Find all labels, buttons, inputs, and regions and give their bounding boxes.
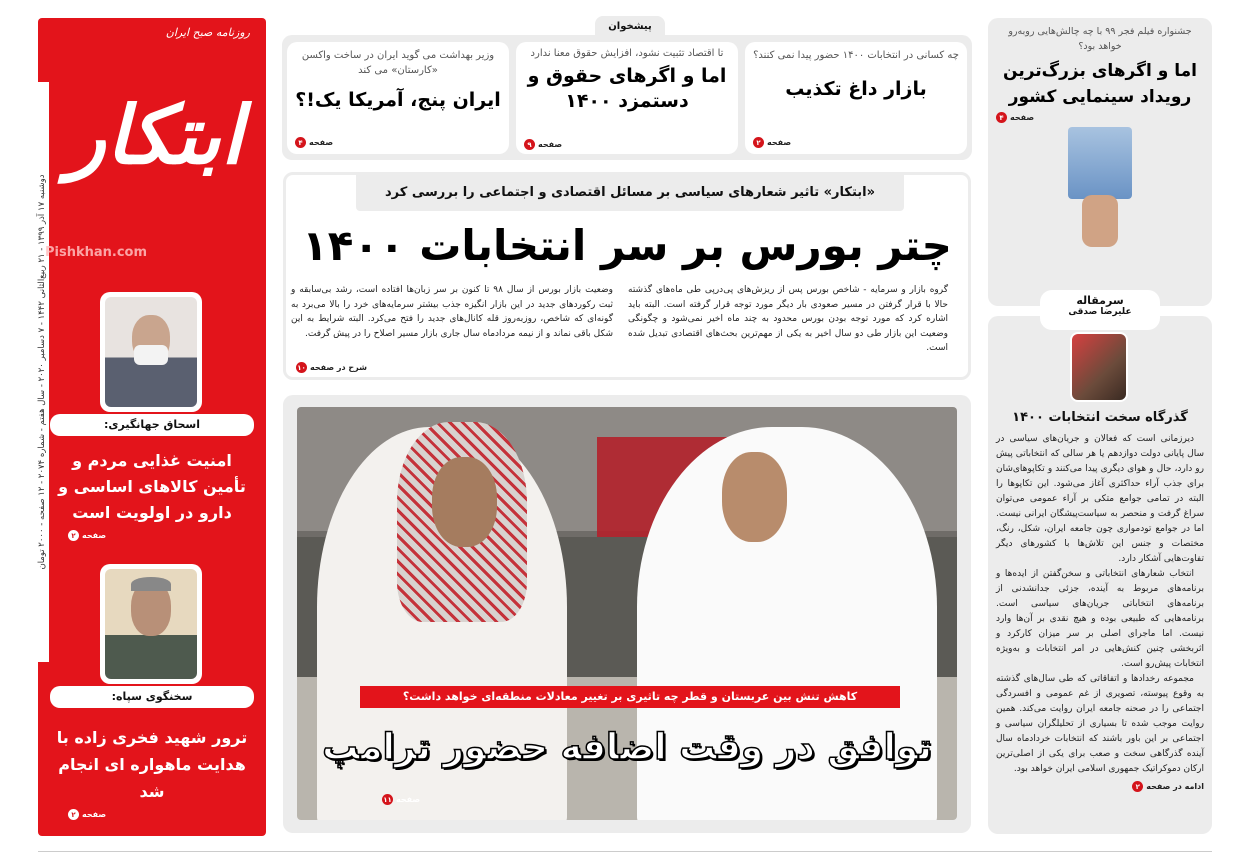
continued-ref[interactable]: ادامه در صفحه ۲ — [1132, 781, 1204, 792]
right-panel-top[interactable]: جشنواره فیلم فجر ۹۹ با چه چالش‌هایی روبه‌رو خواهد بود؟ اما و اگرهای بزرگ‌ترین رویداد سینمایی کشور صفحه ۴ — [988, 18, 1212, 306]
photo-kicker: کاهش تنش بین عربستان و قطر چه تاثیری بر تغییر معادلات منطقه‌ای خواهد داشت؟ — [360, 686, 900, 708]
teaser-3[interactable]: وزیر بهداشت می گوید ایران در ساخت واکسن «کارستان» می کند ایران پنج، آمریکا یک!؟ صفحه ۴ — [287, 42, 509, 154]
page-ref[interactable]: صفحه ۴ — [996, 112, 1034, 123]
lead-kicker: «ابتکار» تاثیر شعارهای سیاسی بر مسائل اقتصادی و اجتماعی را بررسی کرد — [356, 175, 904, 211]
speaker-label: اسحاق جهانگیری: — [50, 414, 254, 436]
editorial-body: دیرزمانی است که فعالان و جریان‌های سیاسی در سال پایانی دولت دوازدهم یا هر سالی که انتخاباتی پیش رو دارد، حال و هوای دیگری پیدا می‌کنند و تکاپوهای‌شان برای جذب آراء حداکثری آغاز می‌شود. این تکاپوها را البته در تمامی جوامع متکی بر آراء عمومی می‌توان سراغ گرفت و منحصر به سیاست‌پیشگان ایرانی نیست. اما در جوامع تودمواری چون جامعه ایران، شکل، رنگ، مختصات و جنس این تلاش‌ها با کشورهای دیگر تفاوت‌هایی آشکار دارد. انتخاب شعارهای انتخاباتی و سخن‌گفتن از ایده‌ها و برنامه‌های مربوط به آینده، جزئی جدانشدنی از برنامه‌های انتخاباتی جریان‌های سیاسی است. برنامه‌هایی که طبیعی بوده و هیچ نقدی بر آن‌ها وارد نیست. اما ماجرای اصلی بر سر میزان کارکرد و اثربخشی چنین کنش‌هایی در امر انتخابات و به‌ویژه انتخابات پیش‌رو است. مجموعه رخدادها و اتفاقاتی که طی سال‌های گذشته به وقوع پیوسته، تصویری از غم عمومی و افسردگی اجتماعی را در صحنه جامعه ایران روایت می‌کند. همین روایت موجب شده تا بسیاری از تحلیلگران سیاسی و اجتماعی بر این باور باشند که انتخابات خردادماه سال آینده گذرگاهی سخت و صعب برای یکی از اصلی‌ترین ارکان دموکراتیک جمهوری اسلامی ایران خواهد بود. ادامه در صفحه ۲ — [996, 434, 1204, 791]
photo-frame — [100, 292, 202, 412]
page-ref[interactable]: صفحه ۹ — [524, 139, 562, 150]
teaser-1[interactable]: چه کسانی در انتخابات ۱۴۰۰ حضور پیدا نمی کنند؟ بازار داغ تکذیب صفحه ۲ — [745, 42, 967, 154]
left-story-1[interactable] — [38, 290, 266, 560]
spokesman-photo — [105, 569, 197, 679]
left-story-text — [48, 448, 256, 541]
left-headline: ترور شهید فخری زاده با هدایت ماهواره ای انجام شد — [56, 728, 248, 801]
simorgh-award-photo — [1060, 127, 1140, 247]
page-ref[interactable]: صفحه ۲ — [753, 137, 791, 148]
bottom-rule — [38, 851, 1212, 852]
lead-col-1: گروه بازار و سرمایه - شاخص بورس پس از ریزش‌های پی‌درپی طی ماه‌های گذشته حالا با قرار گرفتن در مسیر صعودی بار دیگر مورد توجه قرار گرفته است. البته باید اشاره کرد که مورد توجه بودن بورس محدود به چند ماه اخیر نمی‌شود و چگونگی وضعیت این بازار طی دو سال اخیر به یکی از مهم‌ترین بحث‌های اقتصادی تبدیل شده است. — [628, 285, 948, 353]
left-story-2[interactable] — [38, 562, 266, 832]
teasers-label: پیشخوان — [595, 16, 665, 38]
left-story-text — [48, 724, 256, 820]
jahangiri-photo — [105, 297, 197, 407]
editorial-header: سرمقاله علیرضا صدقی — [1040, 290, 1160, 330]
logo-subtitle: روزنامه صبح ایران — [165, 26, 250, 39]
lead-headline: چتر بورس بر سر انتخابات ۱۴۰۰ — [302, 221, 952, 270]
photo-headline: توافق در وقت اضافه حضور ترامپ — [322, 727, 932, 768]
photo-frame — [100, 564, 202, 684]
continued-ref[interactable]: شرح در صفحه ۱۰ — [297, 363, 367, 372]
left-headline: امنیت غذایی مردم و تأمین کالاهای اساسی و دارو در اولویت است — [58, 451, 246, 522]
lead-col-2: وضعیت بازار بورس از سال ۹۸ تا کنون بر سر زبان‌ها افتاده است، رشد بی‌سابقه و ثبت رکوردهای جدید در این بازار انگیزه جذب بیشتر سرمایه‌های خرد را بالا می‌برد به گونه‌ای که شاخص، روزبه‌روز قله کانال‌های جدید را فتح می‌کرد. البته شرایط به این شکل باقی نماند و از نیمه مردادماه سال جاری بازار مسیر اصلاح را در پیش گرفت. — [291, 285, 613, 339]
author-photo — [1070, 332, 1128, 402]
page-ref[interactable]: صفحه ۲ — [68, 530, 106, 541]
teaser-2[interactable]: تا اقتصاد تثبیت نشود، افزایش حقوق معنا ندارد اما و اگرهای حقوق و دستمزد ۱۴۰۰ صفحه ۹ — [516, 42, 738, 154]
lead-story[interactable] — [283, 172, 971, 380]
page-ref[interactable]: صفحه ۱۱ — [383, 795, 421, 804]
speaker-label: سخنگوی سپاه: — [50, 686, 254, 708]
logo: ابتکار — [67, 88, 243, 182]
dateline: دوشنبه ۱۷ آذر ۱۳۹۹ - ۲۱ ربیع‌الثانی ۱۴۴۲ - ۷ دسامبر ۲۰۲۰ - سال هفتم - شماره ۲۰۷۴ - ۱۲ صفحه - ۲۰۰۰ تومان — [35, 82, 49, 662]
page-ref[interactable]: صفحه ۲ — [68, 809, 106, 820]
page-ref[interactable]: صفحه ۴ — [295, 137, 333, 148]
editorial-title: گذرگاه سخت انتخابات ۱۴۰۰ — [1012, 410, 1188, 425]
watermark: Pishkhan.com — [45, 245, 148, 260]
